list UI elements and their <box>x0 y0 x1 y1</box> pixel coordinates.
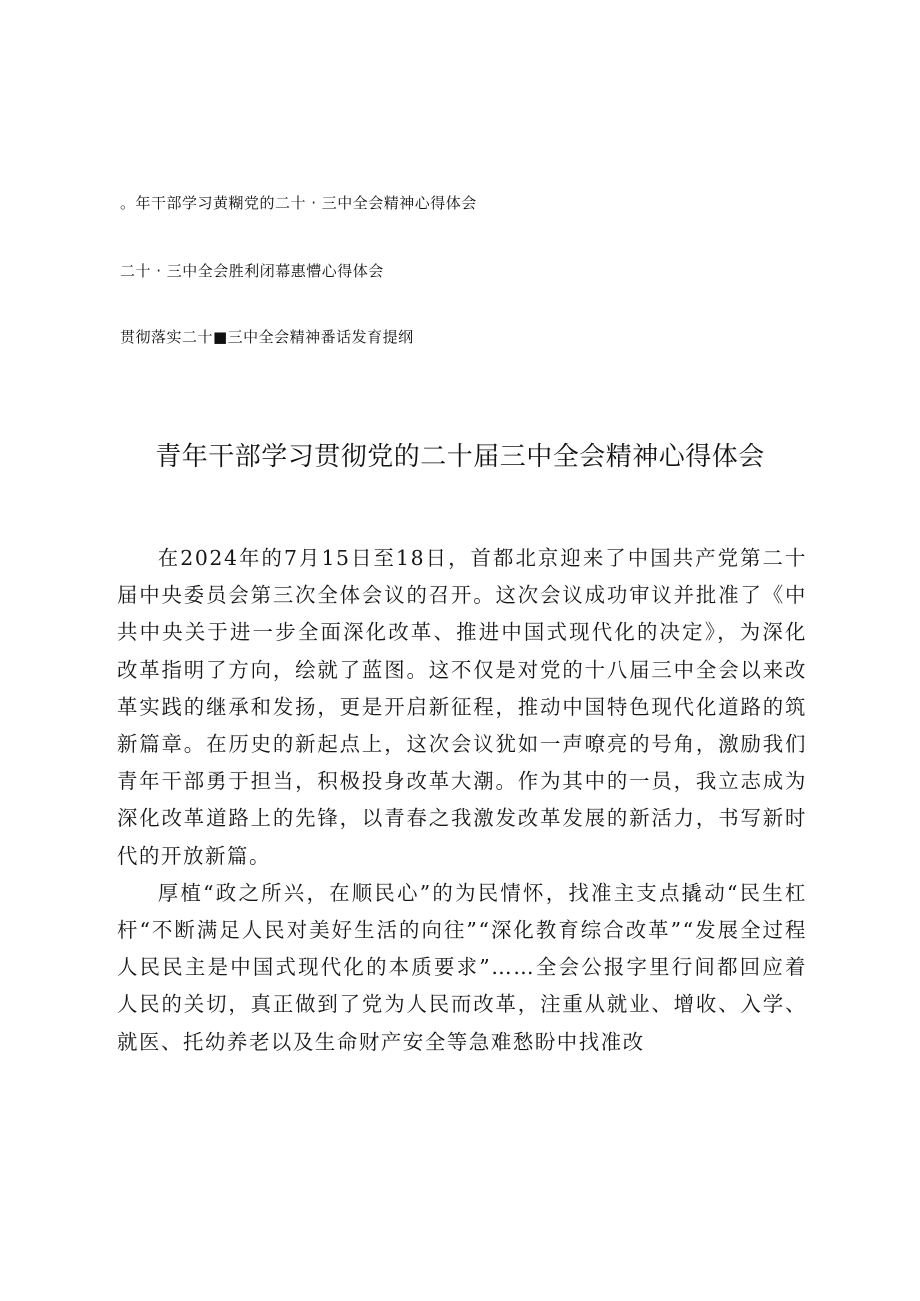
document-body <box>117 540 807 1061</box>
body-paragraph: 在2024年的7月15日至18日，首都北京迎来了中国共产党第二十届中央委员会第三次全体会议的召开。这次会议成功审议并批准了《中共中央关于进一步全面深化改革、推进中国式现代化的决定》，为深化改革指明了方向，绘就了蓝图。这不仅是对党的十八届三中全会以来改革实践的继承和发扬，更是开启新征程，推动中国特色现代化道路的筑新篇章。在历史的新起点上，这次会议犹如一声嘹亮的号角，激励我们青年干部勇于担当，积极投身改革大潮。作为其中的一员，我立志成为深化改革道路上的先锋，以青春之我激发改革发展的新活力，书写新时代的开放新篇。 <box>117 546 807 868</box>
body-paragraph: 厚植“政之所兴，在顺民心”的为民情怀，找准主支点撬动“民生杠杆“不断满足人民对美好生活的向往”“深化教育综合改革”“发展全过程人民民主是中国式现代化的本质要求”……全会公报字里行间都回应着人民的关切，真正做到了党为人民而改革，注重从就业、增收、入学、就医、托幼养老以及生命财产安全等急难愁盼中找准改 <box>117 880 807 1054</box>
toc-item: 贯彻落实二十■三中全会精神番话发育提纲 <box>120 328 414 346</box>
toc-item: 二十 · 三中全会胜利闭幕惠懵心得体会 <box>120 262 384 280</box>
toc-item: 。年干部学习黄糊党的二十 · 三中全会精神心得体会 <box>120 194 477 212</box>
document-title: 青年干部学习贯彻党的二十届三中全会精神心得体会 <box>155 442 765 472</box>
